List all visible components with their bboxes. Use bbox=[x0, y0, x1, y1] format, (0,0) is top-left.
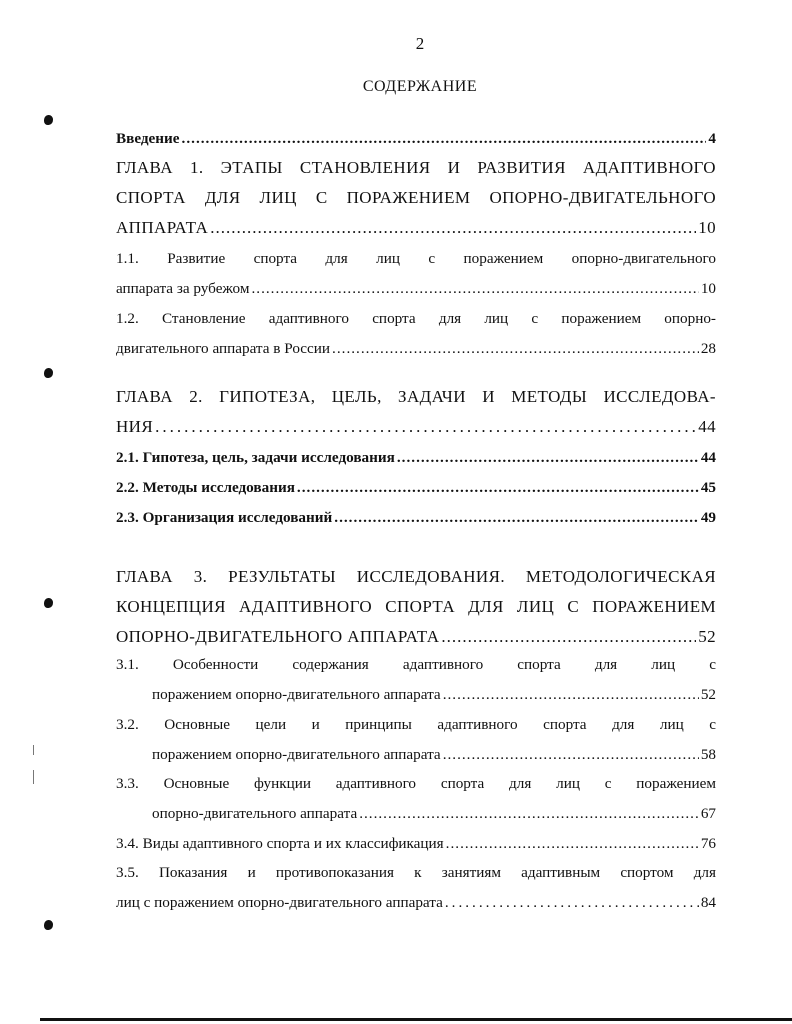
toc-entry-section-3-5[interactable] bbox=[116, 858, 716, 918]
toc-entry-label: 1.2. Становление адаптивного спорта для лиц с поражением опорно- bbox=[116, 310, 716, 327]
toc-entry-section-3-2[interactable] bbox=[116, 710, 716, 770]
leader-dots bbox=[397, 443, 699, 473]
toc-page-number: 10 bbox=[698, 218, 716, 237]
toc-page-number: 10 bbox=[700, 280, 716, 297]
toc-entry-label: КОНЦЕПЦИЯ АДАПТИВНОГО СПОРТА ДЛЯ ЛИЦ С ПОРАЖЕНИЕМ bbox=[116, 597, 716, 616]
toc-entry-label: лиц с поражением опорно-двигательного аппарата bbox=[116, 894, 443, 911]
toc-entry-label: поражением опорно-двигательного аппарата bbox=[152, 686, 441, 703]
leader-dots bbox=[297, 473, 699, 503]
leader-dots bbox=[445, 888, 699, 918]
toc-entry-chapter-2[interactable] bbox=[116, 382, 716, 442]
hole-punch-mark bbox=[44, 115, 53, 125]
toc-entry-introduction[interactable] bbox=[116, 124, 716, 154]
hole-punch-mark bbox=[44, 920, 53, 930]
toc-page-number: 44 bbox=[698, 417, 716, 436]
toc-entry-section-1-1[interactable] bbox=[116, 244, 716, 304]
toc-entry-label: СПОРТА ДЛЯ ЛИЦ С ПОРАЖЕНИЕМ ОПОРНО-ДВИГАТЕЛЬНОГО bbox=[116, 188, 716, 207]
toc-entry-label: опорно-двигательного аппарата bbox=[152, 805, 358, 822]
leader-dots bbox=[446, 829, 699, 859]
toc-page-number: 52 bbox=[698, 627, 716, 646]
toc-entry-label: 3.2. Основные цели и принципы адаптивного спорта для лиц с bbox=[116, 716, 716, 733]
leader-dots bbox=[334, 503, 699, 533]
leader-dots bbox=[443, 740, 699, 770]
toc-entry-label: поражением опорно-двигательного аппарата bbox=[152, 746, 441, 763]
toc-entry-label: НИЯ bbox=[116, 417, 154, 436]
toc-page-number: 76 bbox=[700, 835, 716, 852]
toc-page-number: 52 bbox=[700, 686, 716, 703]
toc-entry-label: двигательного аппарата в России bbox=[116, 340, 331, 357]
toc-entry-label: 3.4. Виды адаптивного спорта и их классификация bbox=[116, 835, 444, 852]
toc-entry-label: АППАРАТА bbox=[116, 218, 209, 237]
leader-dots bbox=[182, 124, 707, 154]
leader-dots bbox=[359, 799, 699, 829]
toc-page-number: 67 bbox=[700, 805, 716, 822]
margin-scratch bbox=[33, 745, 34, 755]
toc-entry-section-2-3[interactable] bbox=[116, 503, 716, 533]
page-title: СОДЕРЖАНИЕ bbox=[362, 78, 478, 95]
toc-entry-label: 2.1. Гипотеза, цель, задачи исследования bbox=[116, 449, 395, 466]
toc-page-number: 4 bbox=[708, 130, 716, 147]
toc-entry-label: 2.3. Организация исследований bbox=[116, 509, 333, 526]
toc-entry-section-3-3[interactable] bbox=[116, 769, 716, 829]
toc-entry-label: 2.2. Методы исследования bbox=[116, 479, 295, 496]
toc-page-number: 45 bbox=[700, 479, 716, 496]
toc-entry-section-2-2[interactable] bbox=[116, 473, 716, 503]
toc-entry-label: Введение bbox=[116, 130, 180, 147]
page-number: 2 bbox=[415, 34, 425, 53]
toc-page-number: 28 bbox=[700, 340, 716, 357]
leader-dots bbox=[210, 213, 696, 243]
toc-entry-section-3-1[interactable] bbox=[116, 650, 716, 710]
toc-entry-label: 3.3. Основные функции адаптивного спорта для лиц с поражением bbox=[116, 775, 716, 792]
toc-entry-section-1-2[interactable] bbox=[116, 304, 716, 364]
hole-punch-mark bbox=[44, 368, 53, 378]
leader-dots bbox=[251, 274, 698, 304]
toc-page-number: 44 bbox=[700, 449, 716, 466]
leader-dots bbox=[443, 680, 699, 710]
toc-entry-label: ГЛАВА 3. РЕЗУЛЬТАТЫ ИССЛЕДОВАНИЯ. МЕТОДОЛОГИЧЕСКАЯ bbox=[116, 567, 716, 586]
toc-entry-label: 3.1. Особенности содержания адаптивного спорта для лиц с bbox=[116, 656, 716, 673]
toc-entry-section-2-1[interactable] bbox=[116, 443, 716, 473]
toc-entry-section-3-4[interactable] bbox=[116, 829, 716, 859]
hole-punch-mark bbox=[44, 598, 53, 608]
toc-entry-label: ГЛАВА 2. ГИПОТЕЗА, ЦЕЛЬ, ЗАДАЧИ И МЕТОДЫ ИССЛЕДОВА- bbox=[116, 387, 716, 406]
margin-scratch bbox=[33, 770, 34, 784]
leader-dots bbox=[441, 622, 696, 652]
toc-entry-chapter-3[interactable] bbox=[116, 562, 716, 652]
leader-dots bbox=[155, 412, 696, 442]
toc-entry-chapter-1[interactable] bbox=[116, 153, 716, 243]
toc-page-number: 58 bbox=[700, 746, 716, 763]
toc-entry-label: 3.5. Показания и противопоказания к занятиям адаптивным спортом для bbox=[116, 864, 716, 881]
toc-entry-label: 1.1. Развитие спорта для лиц с поражением опорно-двигательного bbox=[116, 250, 716, 267]
toc-entry-label: аппарата за рубежом bbox=[116, 280, 250, 297]
toc-page-number: 49 bbox=[700, 509, 716, 526]
page-edge-rule bbox=[40, 1018, 792, 1021]
leader-dots bbox=[332, 334, 699, 364]
toc-entry-label: ОПОРНО-ДВИГАТЕЛЬНОГО АППАРАТА bbox=[116, 627, 440, 646]
toc-page-number: 84 bbox=[700, 894, 716, 911]
toc-entry-label: ГЛАВА 1. ЭТАПЫ СТАНОВЛЕНИЯ И РАЗВИТИЯ АДАПТИВНОГО bbox=[116, 158, 716, 177]
